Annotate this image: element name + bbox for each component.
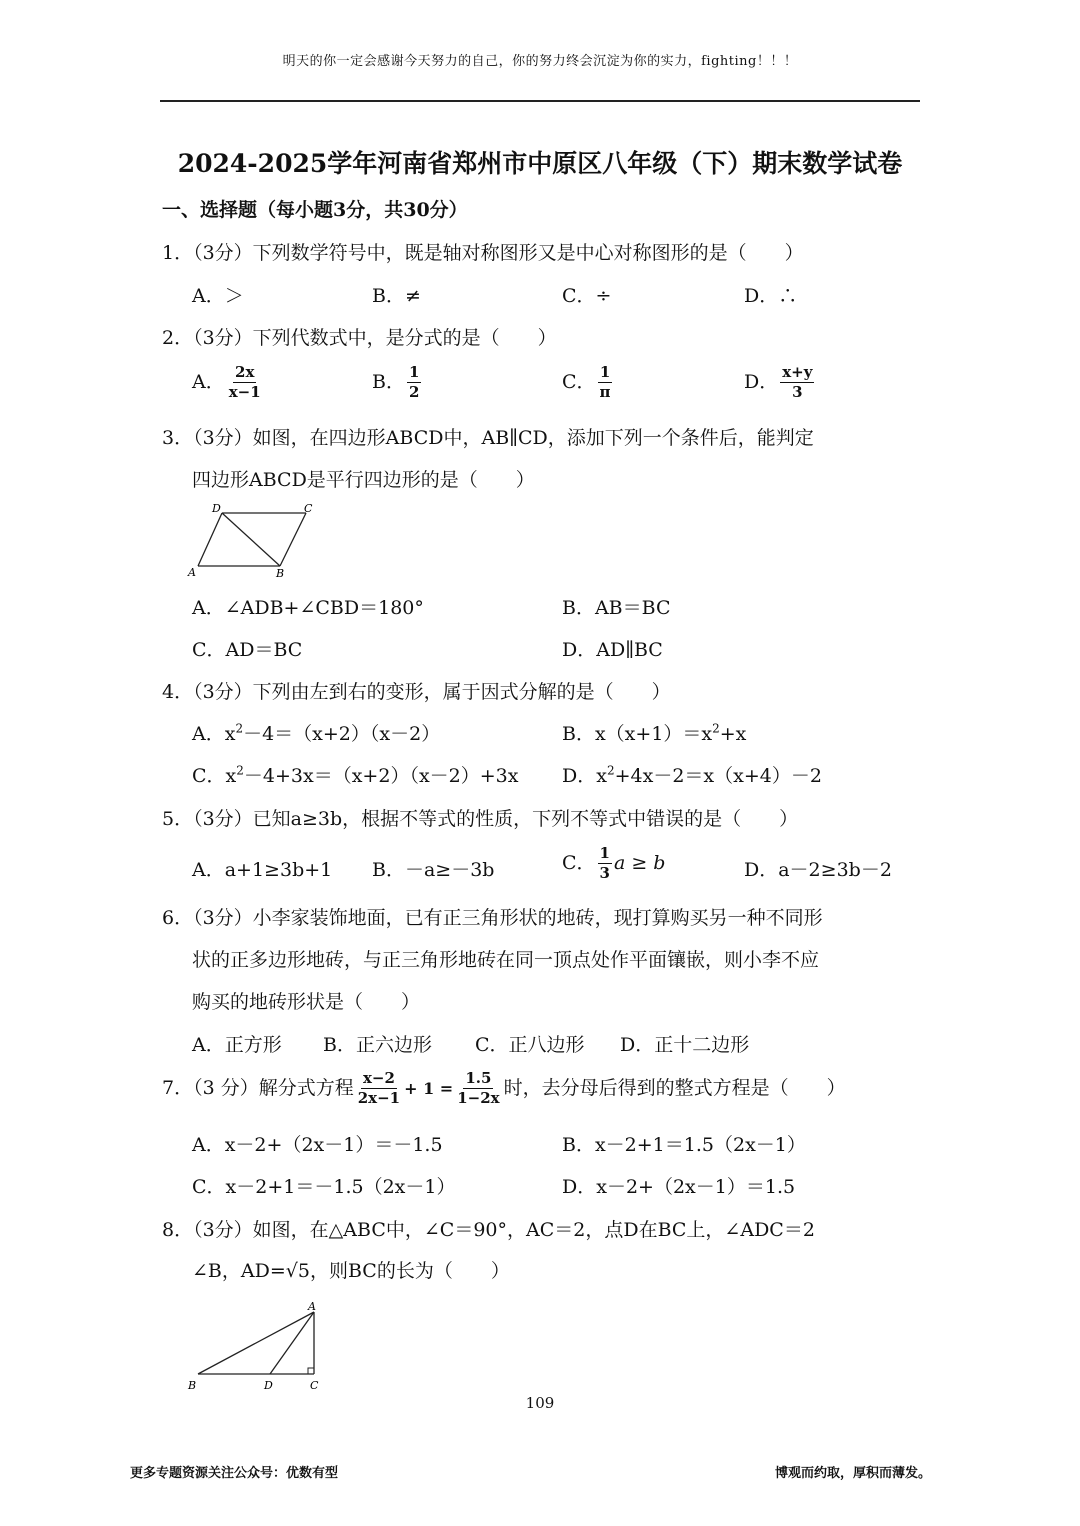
question-6-line3: 购买的地砖形状是（ ）	[192, 991, 421, 1013]
question-4-option-a	[192, 719, 440, 746]
side-ab	[198, 1312, 314, 1374]
fraction	[780, 364, 814, 402]
question-4-option-d	[562, 761, 822, 788]
question-2-option-d	[744, 364, 816, 402]
question-5-option-b: B．－a≥－3b	[372, 859, 495, 881]
question-4-option-c	[192, 761, 518, 788]
section-heading: 一、选择题（每小题3分，共30分）	[162, 199, 468, 221]
segment-ad	[270, 1312, 314, 1374]
fraction	[598, 845, 612, 883]
expr-part: A．x	[192, 723, 236, 745]
vertex-label-a: A	[308, 1300, 316, 1313]
option-label: C．	[562, 370, 596, 393]
question-3-stem-line2: 四边形ABCD是平行四边形的是（ ）	[192, 469, 535, 491]
numerator: 2x	[233, 364, 256, 383]
exponent: 2	[236, 763, 244, 778]
question-6-option-c: C．正八边形	[475, 1034, 585, 1056]
vertex-label-b: B	[276, 567, 285, 580]
question-6-line1: 6．（3分）小李家装饰地面，已有正三角形状的地砖，现打算购买另一种不同形	[162, 907, 823, 929]
side-bc	[280, 513, 306, 566]
fraction-right	[455, 1070, 501, 1108]
fraction	[227, 364, 263, 402]
fraction-left	[356, 1070, 402, 1108]
stem-part: ∠B，AD=	[192, 1260, 286, 1282]
question-5-stem: 5．（3分）已知a≥3b，根据不等式的性质，下列不等式中错误的是（ ）	[162, 808, 799, 830]
question-7-option-c: C．x－2+1＝－1.5（2x－1）	[192, 1176, 456, 1198]
expr-part: －4＝（x+2）（x－2）	[243, 723, 441, 745]
numerator: 1	[598, 845, 612, 864]
question-8-line2	[192, 1256, 510, 1283]
question-4-stem: 4．（3分）下列由左到右的变形，属于因式分解的是（ ）	[162, 681, 671, 703]
option-label: A．	[192, 370, 225, 393]
question-7-option-b: B．x－2+1＝1.5（2x－1）	[562, 1134, 806, 1156]
question-2-option-a	[192, 364, 265, 402]
question-1-option-a: A．＞	[192, 285, 244, 307]
question-5-option-a: A．a+1≥3b+1	[192, 859, 333, 881]
numerator: 1	[407, 364, 421, 383]
numerator: x+y	[780, 364, 814, 383]
question-4-option-b	[562, 719, 746, 746]
fraction	[407, 364, 421, 402]
question-1-option-d: D．∴	[744, 285, 798, 307]
question-2-option-c	[562, 364, 615, 402]
denominator: 3	[599, 864, 610, 883]
option-label: B．	[372, 370, 405, 393]
question-7-option-d: D．x－2+（2x－1）＝1.5	[562, 1176, 796, 1198]
equation-middle: + 1 =	[404, 1078, 454, 1098]
footer-right: 博观而约取，厚积而薄发。	[775, 1466, 932, 1481]
question-6-line2: 状的正多边形地砖，与正三角形地砖在同一顶点处作平面镶嵌，则小李不应	[192, 949, 820, 971]
question-1-option-b: B．≠	[372, 285, 421, 307]
numerator: x−2	[361, 1070, 397, 1089]
question-6-option-d: D．正十二边形	[620, 1034, 750, 1056]
question-3-stem-line1: 3．（3分）如图，在四边形ABCD中，AB∥CD，添加下列一个条件后，能判定	[162, 427, 814, 449]
question-1-option-c: C．÷	[562, 285, 612, 307]
question-5-option-d: D．a－2≥3b－2	[744, 859, 892, 881]
question-6-option-b: B．正六边形	[323, 1034, 432, 1056]
question-2-stem: 2．（3分）下列代数式中，是分式的是（ ）	[162, 327, 557, 349]
header-motto: 明天的你一定会感谢今天努力的自己，你的努力终会沉淀为你的实力，fighting！！！	[282, 54, 798, 69]
expr-part: B．x（x+1）＝x	[562, 723, 713, 745]
parallelogram-figure	[184, 498, 324, 582]
expr-part: D．x	[562, 765, 607, 787]
triangle-figure	[184, 1298, 334, 1394]
question-5-option-c	[562, 845, 665, 883]
denominator: 2	[408, 383, 420, 402]
footer-left: 更多专题资源关注公众号：优数有型	[130, 1466, 339, 1481]
vertex-label-c: C	[304, 502, 313, 515]
denominator: 1−2x	[457, 1089, 500, 1108]
question-8-line1: 8．（3分）如图，在△ABC中，∠C＝90°，AC＝2，点D在BC上，∠ADC＝2	[162, 1219, 815, 1241]
numerator: 1	[598, 364, 612, 383]
expr-part: +x	[719, 723, 747, 745]
exponent: 2	[606, 763, 615, 778]
option-label: D．	[744, 370, 779, 393]
vertex-label-d: D	[264, 1379, 273, 1392]
stem-suffix: 时，去分母后得到的整式方程是（ ）	[503, 1076, 846, 1099]
sqrt-five: √5	[285, 1260, 310, 1282]
denominator: x−1	[228, 383, 261, 402]
expr-part: －4+3x＝（x+2）（x－2）+3x	[243, 765, 519, 787]
question-1-stem: 1．（3分）下列数学符号中，既是轴对称图形又是中心对称图形的是（ ）	[162, 242, 804, 264]
denominator: 2x−1	[357, 1089, 401, 1108]
denominator: π	[599, 383, 611, 402]
fraction	[598, 364, 613, 402]
question-6-option-a: A．正方形	[192, 1034, 282, 1056]
question-3-option-b: B．AB＝BC	[562, 597, 671, 619]
stem-part: ，则BC的长为（ ）	[309, 1260, 510, 1282]
exponent: 2	[235, 721, 244, 736]
question-3-option-a: A．∠ADB+∠CBD＝180°	[192, 597, 424, 619]
header-divider	[160, 100, 920, 102]
vertex-label-d: D	[212, 502, 221, 515]
vertex-label-c: C	[310, 1379, 319, 1392]
vertex-label-a: A	[188, 566, 196, 579]
exponent: 2	[712, 721, 720, 736]
question-2-option-b	[372, 364, 423, 402]
exam-title: 2024-2025学年河南省郑州市中原区八年级（下）期末数学试卷	[177, 149, 903, 178]
numerator: 1.5	[463, 1070, 493, 1089]
side-da	[198, 513, 222, 566]
option-label: C．	[562, 851, 596, 874]
expr-part: +4x－2＝x（x+4）－2	[614, 765, 822, 787]
page-number: 109	[525, 1394, 555, 1412]
expr-part: C．x	[192, 765, 237, 787]
inequality-rest: a ≥ b	[613, 851, 666, 874]
denominator: 3	[792, 383, 803, 402]
diagonal-db	[222, 513, 280, 566]
question-3-option-c: C．AD＝BC	[192, 639, 303, 661]
question-7-stem	[162, 1070, 846, 1108]
vertex-label-b: B	[188, 1379, 197, 1392]
question-7-option-a: A．x－2+（2x－1）＝－1.5	[192, 1134, 443, 1156]
question-3-option-d: D．AD∥BC	[562, 639, 663, 661]
right-angle-mark	[308, 1368, 314, 1374]
stem-prefix: 7．（3 分）解分式方程	[162, 1076, 354, 1099]
